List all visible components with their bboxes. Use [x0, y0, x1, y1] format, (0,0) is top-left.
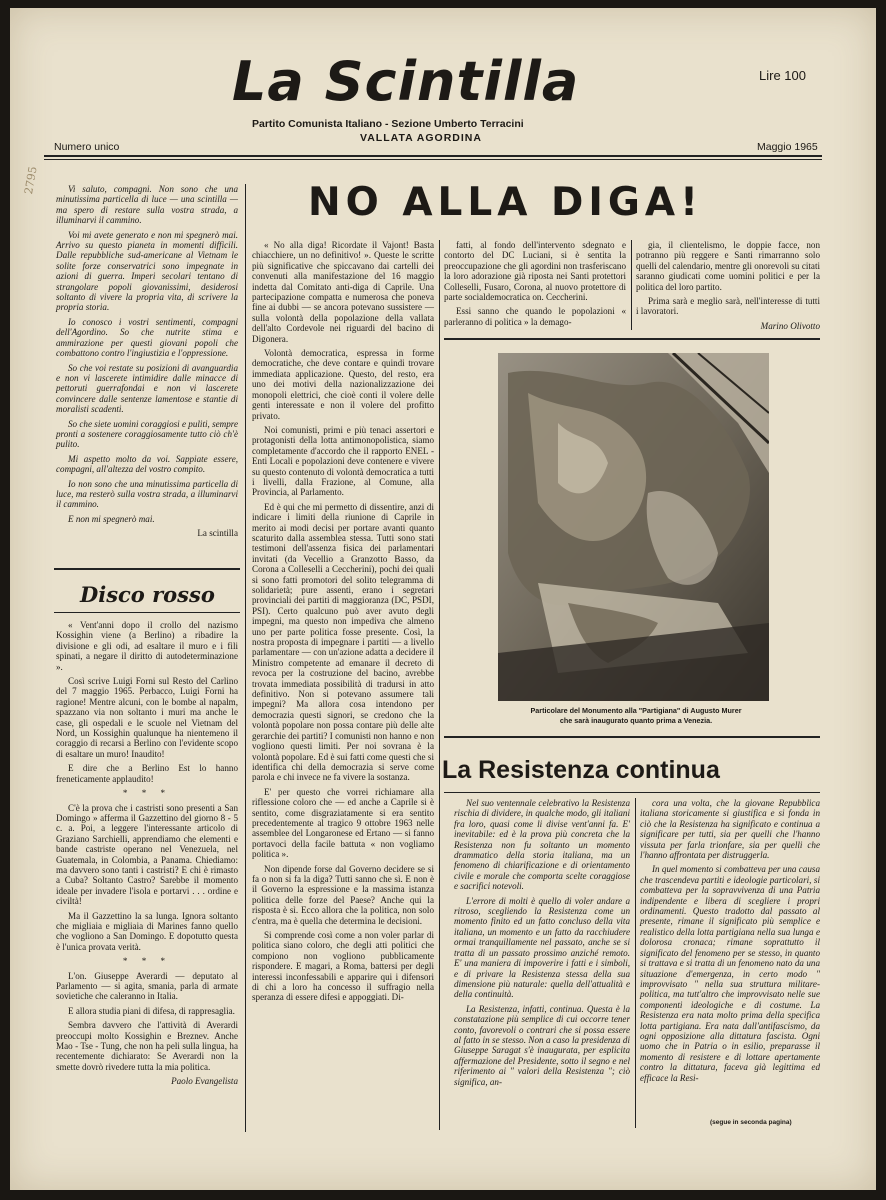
diga-paragraph: Volontà democratica, espressa in forme democratiche, che deve contare e quindi trovare immediata applicazione. Questo, del resto, era uno dei motivi della nazionalizzazione dei monopoli elettrici, che cioè conti il volere delle genti interessate e non il volere del profitto privato.	[252, 348, 434, 421]
resistenza-paragraph: Nel suo ventennale celebrativo la Resistenza rischia di dividere, in qualche modo, gli italiani fra loro, quasi come li divise vent'anni fa. E' inevitabile: ed è la prova più concreta che la Resistenza non fu soltanto un momento drammatico della storia italiana, ma un fenomeno di chiarificazione e di orientamento civile e morale che comporta scelte coraggiose e sacrifici notevoli.	[454, 798, 630, 892]
photo-caption	[494, 706, 778, 726]
disco-paragraph: L'on. Giuseppe Averardi — deputato al Parlamento — si agita, smania, parla di armate sovietiche che caleranno in Italia.	[56, 970, 238, 1002]
edition-label: Numero unico	[54, 141, 120, 153]
saluto-paragraph: Voi mi avete generato e non mi spegnerò mai. Arrivo su questo pianeta in momenti difficili. Dalle repubbliche sud-americane al Vietnam le solite forze conservatrici sono impegnate in azioni di guerra. Imperi secolari tentano di strangolare popoli giovanissimi, desiderosi soltanto di vivere la propria vita, di scrivere la propria storia.	[56, 229, 238, 313]
diga-paragraph: Prima sarà e meglio sarà, nell'interesse di tutti i lavoratori.	[636, 296, 820, 317]
resistenza-title-rule	[444, 792, 820, 793]
header-rule	[44, 155, 822, 157]
disco-rule-bottom	[54, 612, 240, 613]
disco-paragraph: « Vent'anni dopo il crollo del nazismo Kossighin viene (a Berlino) a ribadire la divisione e gli odi, ad esaltare il muro e i fili spinati, a negare il diritto di autodeterminazione ».	[56, 620, 238, 672]
column-divider	[245, 184, 246, 1132]
price-label: Lire 100	[759, 68, 806, 83]
resistenza-paragraph: La Resistenza, infatti, continua. Questa è la constatazione più semplice di cui occorre tener conto, favorevoli o contrari che si possa essere al fatto in se stesso. Non a caso la presidenza di Giuseppe Saragat s'è inaugurata, per esplicita affermazione del Presidente, sotto il segno e nel riferimento ai " valori della Resistenza "; ciò significa, an-	[454, 1003, 630, 1087]
resistenza-title: La Resistenza continua	[442, 756, 720, 784]
newspaper-page	[10, 8, 876, 1190]
disco-paragraph: E dire che a Berlino Est lo hanno freneticamente applaudito!	[56, 763, 238, 784]
saluto-paragraph: So che siete uomini coraggiosi e puliti, sempre pronti a sostenere coraggiosamente tutto ciò ch'è pulito.	[56, 418, 238, 450]
partigiana-monument-image	[498, 353, 769, 701]
saluto-paragraph: So che voi restate su posizioni di avanguardia e non vi lascerete intimidire dalle minacce di pettoruti guerrafondai e non vi lascerete convincere dalle sentenze lamentose e stantie di moralisti scadenti.	[56, 362, 238, 415]
masthead-title: La Scintilla	[232, 50, 580, 113]
continued-note: (segue in seconda pagina)	[710, 1119, 792, 1126]
saluto-article	[56, 184, 238, 556]
diga-paragraph: gia, il clientelismo, le doppie facce, non potranno più reggere e Santi rimarranno solo quelli del calendario, mentre gli onorevoli su citati saranno giudicati come uomini politici e per la politica del loro partito.	[636, 240, 820, 292]
disco-paragraph: Così scrive Luigi Forni sul Resto del Carlino del 7 maggio 1965. Perbacco, Luigi Forni ha ragione! Mentre alcuni, con le bombe al napalm, spazzano via non soltanto i muri ma anche le case, gli ospedali e le scuole nel Vietnam del Nord, un Kossighin qualunque ha nientemeno il coraggio di recarsi a Berlino con l'evidente scopo di esaltare un muro! Inaudito!	[56, 676, 238, 759]
resistenza-paragraph: cora una volta, che la giovane Repubblica italiana storicamente si giustifica e si fonda in ciò che la Resistenza ha significato e continua a significare per tutti, sia per quelli che l'hanno vissuta per farla trionfare, sia per quelli che l'hanno affrontata per distruggerla.	[640, 798, 820, 861]
diga-paragraph: Noi comunisti, primi e più tenaci assertori e protagonisti della lotta antimonopolistica, siamo completamente d'accordo che il rapporto ENEL - Enti Locali e popolazioni deve contenere e vivere su questo contenuto di volontà democratica a tutti i livelli, dalla Frazione, al Comune, alla Provincia, al Parlamento.	[252, 424, 434, 498]
disco-paragraph: Ma il Gazzettino la sa lunga. Ignora soltanto che migliaia e migliaia di Marines fanno quello che vogliono a San Domingo. E dopotutto questa è l'unica provata verità.	[56, 910, 238, 952]
header-rule-thin	[44, 159, 822, 160]
main-headline: NO ALLA DIGA!	[308, 180, 703, 225]
photo-caption-line: che sarà inaugurato quanto prima a Venezia.	[559, 716, 713, 725]
issue-date: Maggio 1965	[757, 141, 818, 153]
resistenza-col-b	[640, 798, 820, 1118]
separator-stars: * * *	[122, 788, 172, 799]
diga-paragraph: fatti, al fondo dell'intervento sdegnato e contorto del DC Luciani, si è sentita la preoccupazione che gli agordini non trasferiscano la loro adorazione già riposta nei Santi protettori Colleselli, Fusaro, Corona, al nuovo protettore di parte socialdemocratica on. Ceccherini.	[444, 240, 626, 303]
resistenza-paragraph: In quel momento si combatteva per una causa che trascendeva partiti e ideologie particolari, si combatteva per la sopravvivenza di una Patria indipendente e libera di scegliere i propri ordinamenti. Questo tradotto dal passato al presente, rimane il significato più semplice e realistico della lotta partigiana nella sua lunga e dolorosa cronaca; rimane soprattutto il significato del fenomeno per se stesso, in quanto si trattava e si tratta di un fenomeno nato da una situazione d'emergenza, in certo modo " improvvisato " nella sua struttura militare-politica, ma tutt'altro che improvvisato nelle sue componenti ideologiche e di costume. La Resistenza era nata molto prima della specifica lotta partigiana. Era nata dall'antifascismo, da ogni opposizione alla dittatura fascista. Ogni uomo che in Patria o in esilio, preparasse il momento di resistere e di lottare apertamente contro la dittatura, faceva già legittima ed efficace la Resi-	[640, 864, 820, 1083]
diga-article-col-c	[636, 240, 820, 340]
diga-article-col-b	[444, 240, 626, 340]
column-divider	[631, 240, 632, 330]
disco-rosso-article	[56, 620, 238, 1128]
diga-paragraph: Non dipende forse dal Governo decidere se si fa o non si fa la diga? Tutti sanno che sì. E non è il Governo la espressione e la massima istanza politica delle forze del Paese? Anche qui la risposta è sì. Ecco allora che la politica, non solo c'entra, ma è quella che determina le decisioni.	[252, 863, 434, 926]
disco-rosso-title: Disco rosso	[80, 582, 215, 607]
disco-paragraph: C'è la prova che i castristi sono presenti a San Domingo » afferma il Gazzettino del giorno 8 - 5 c. a. Poi, a leggere l'interessante articolo di Graziano Sarchielli, apprendiamo che elementi e bande castriste operano nel Venezuela, nel Guatemala, in Colombia, a Panama. Chiediamo: ma davvero sono tanti i castristi? E chi è rimasto a Cuba? Soltanto Castro? Sarebbe il momento ideale per invadere l'isola e portarvi . . . ordine e civiltà!	[56, 802, 238, 907]
diga-paragraph: Ed è qui che mi permetto di dissentire, anzi di indicare i limiti della riunione di Caprile in merito ai modi decisi per portare avanti quanto scaturito dalla assemblea stessa. Tutti sono stati testimoni dell'assenza fisica dei parlamentari invitati (da Vecellio a Granzotto Basso, da Corona a Colleselli a Ceccherini), pochi dei quali si sono fatti promotori del solito telegramma di solidarietà; pure assenti, erano i segretari provinciali dei partiti di maggioranza (DC, PSDI, PSI). Certo qualcuno può aver avuto degli impegni, ma questo non impediva che almeno uno per parte politica fosse presente. Così, la nostra proposta di impegnare i partiti — a livello parlamentare — con un'azione adatta a decidere il Ministro competente ad emanare il decreto di revoca per la costruzione del bacino, avrebbe trovata immediata possibilità di tradursi in atto definitivo. Non si potevano assumere tali impegni? Ma allora cosa intendono per democrazia questi signori, se credono che la volontà popolare non possa contare più delle alte gerarchie dei partiti? I comunisti non hanno e non vogliono questi limiti. Per noi sovrana è la volontà popolare. Ed è sui fatti come questi che si identifica chi della democrazia si serve come parola e chi invece ne fa vivere la sostanza.	[252, 501, 434, 783]
masthead-subtitle: Partito Comunista Italiano - Sezione Umberto Terracini	[252, 118, 524, 130]
diga-paragraph: Si comprende così come a non voler parlar di politica siano coloro, che degli atti politici che compiono non vogliono pubblicamente rispondere. E magari, a Roma, battersi per degli interessi inconfessabili e apparire qui i difensori di chi a loro ha concesso il suffragio nella speranza di essere difesi e appoggiati. Di-	[252, 930, 434, 1003]
saluto-paragraph: Io non sono che una minutissima particella di luce, ma resterò sulla vostra strada, a illuminarvi il cammino.	[56, 478, 238, 510]
separator-stars: * * *	[122, 956, 172, 967]
masthead-region: VALLATA AGORDINA	[360, 132, 482, 144]
column-divider	[635, 798, 636, 1128]
diga-paragraph: E' per questo che vorrei richiamare alla riflessione coloro che — ed anche a Caprile si è sentito, come disgraziatamente si era sentito precedentemente al tragico 9 ottobre 1963 nelle assemblee del Longaronese ed Ertano — si fanno portavoci della facile battuta « non vogliamo politica ».	[252, 786, 434, 860]
monument-photo	[498, 353, 769, 701]
saluto-paragraph: Mi aspetto molto da voi. Sappiate essere, compagni, all'altezza del vostro compito.	[56, 453, 238, 475]
disco-paragraph: Sembra davvero che l'attività di Averardi preoccupi molto Kossighin e Breznev. Anche Mao - Tse - Tung, che non ha peli sulla lingua, ha recentemente dichiarato: Se Averardi non la smette dovrò rivedere tutta la mia politica.	[56, 1020, 238, 1072]
disco-signature: Paolo Evangelista	[171, 1076, 238, 1087]
diga-paragraph: Essi sanno che quando le popolazioni « parleranno di politica » la demago-	[444, 306, 626, 327]
diga-paragraph: « No alla diga! Ricordate il Vajont! Basta chiacchiere, un no definitivo! ». Queste le scritte più significative che spiccavano dai cartelli dei convenuti alla manifestazione del 16 maggio indetta dal Comitato anti-diga di Caprile. Una partecipazione compatta e numerosa che poneva fine ai dubbi — se ancora potevano sussistere — sulla volontà della popolazione della vallata dell'alto Cordevole nei riguardi del bacino di Digonera.	[252, 240, 434, 344]
diga-signature: Marino Olivotto	[760, 320, 820, 331]
saluto-paragraph: Vi saluto, compagni. Non sono che una minutissima particella di luce — una scintilla — ma spero di restare sulla vostra strada, a illuminarvi il cammino.	[56, 184, 238, 226]
handwritten-note: 2795	[22, 165, 40, 196]
resistenza-paragraph: L'errore di molti è quello di voler andare a ritroso, scegliendo la Resistenza come un momento finito ed un fatto concluso della vita italiana, un momento e un fatto da racchiudere ormai tranquillamente nel passato, anche se si tratta di un passato prossimo anziché remoto. E' una maniera di impoverire i fatti e i simboli, e di privare la Resistenza stessa della sua dimensione più naturale: quella dell'attualità e della continuità.	[454, 895, 630, 1000]
diga-article-col-a	[252, 240, 434, 1130]
disco-rule	[54, 568, 240, 570]
resistenza-top-rule	[444, 736, 820, 738]
photo-caption-line: Particolare del Monumento alla "Partigiana" di Augusto Murer	[530, 706, 742, 715]
resistenza-col-a	[454, 798, 630, 1130]
saluto-paragraph: Io conosco i vostri sentimenti, compagni dell'Agordino. So che nutrite stima e ammirazione per questi giovani popoli che combattono contro l'ingiustizia e l'oppressione.	[56, 316, 238, 359]
column-divider	[439, 240, 440, 1130]
photo-top-rule	[444, 338, 820, 340]
saluto-paragraph: E non mi spegnerò mai.	[68, 513, 155, 524]
disco-paragraph: E allora studia piani di difesa, di rappresaglia.	[68, 1005, 235, 1016]
saluto-signature: La scintilla	[197, 528, 238, 539]
